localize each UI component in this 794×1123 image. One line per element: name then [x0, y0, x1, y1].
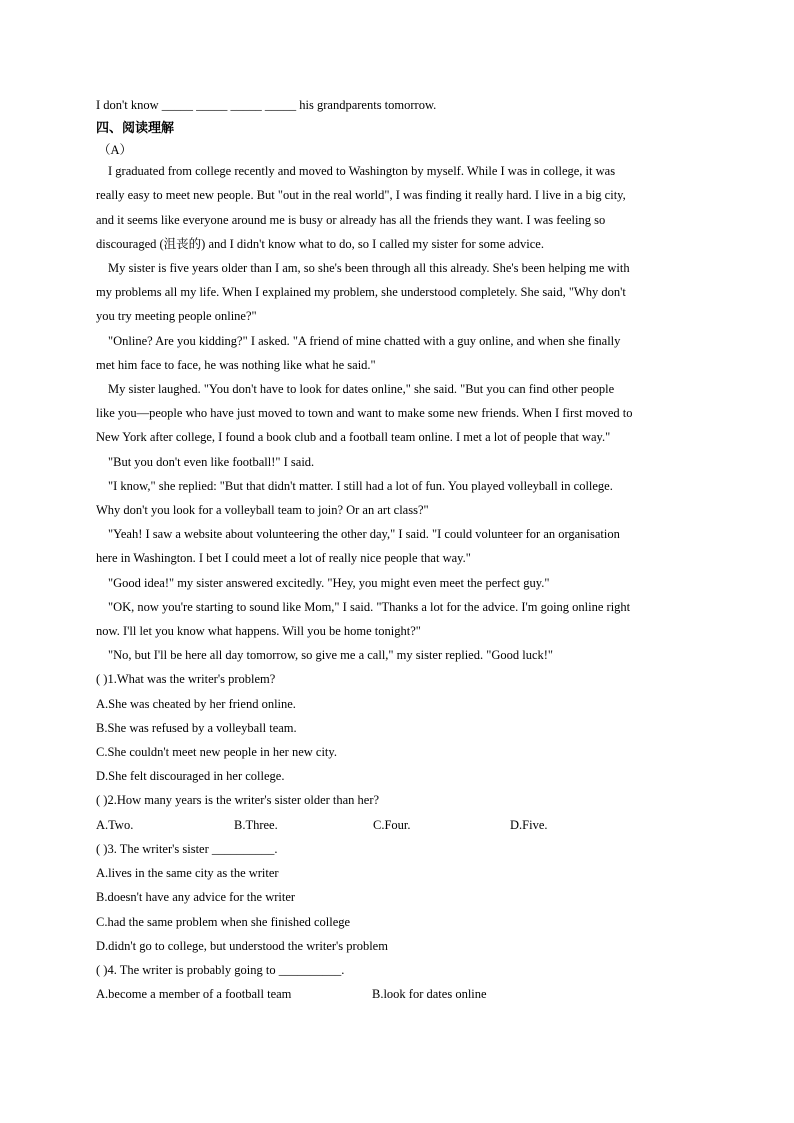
answer-option[interactable]: C.She couldn't meet new people in her new city.: [96, 745, 337, 760]
answer-option[interactable]: D.Five.: [510, 817, 548, 832]
passage-paragraph: [96, 159, 700, 256]
answer-option[interactable]: A.She was cheated by her friend online.: [96, 696, 296, 711]
passage-line: My sister laughed. "You don't have to look for dates online," she said. "But you can find other people: [108, 382, 615, 397]
passage-line: "OK, now you're starting to sound like Mom," I said. "Thanks a lot for the advice. I'm going online right: [108, 599, 631, 614]
question-1: [96, 667, 700, 788]
passage-paragraph: [96, 643, 700, 667]
answer-option[interactable]: A.Two.: [96, 817, 134, 832]
section-title: 四、阅读理解: [96, 121, 175, 137]
answer-option[interactable]: B.doesn't have any advice for the writer: [96, 890, 296, 905]
answer-option[interactable]: A.become a member of a football team: [96, 987, 292, 1002]
answer-option[interactable]: D.She felt discouraged in her college.: [96, 769, 285, 784]
answer-option[interactable]: B.look for dates online: [372, 987, 487, 1002]
question-stem: ( )1.What was the writer's problem?: [96, 672, 276, 687]
passage-line: "No, but I'll be here all day tomorrow, so give me a call," my sister replied. "Good luck!": [108, 648, 554, 663]
passage-paragraph: [96, 256, 700, 329]
reading-passage: [96, 159, 700, 667]
answer-option[interactable]: B.She was refused by a volleyball team.: [96, 720, 297, 735]
answer-option[interactable]: B.Three.: [234, 817, 278, 832]
passage-paragraph: [96, 450, 700, 474]
passage-paragraph: [96, 571, 700, 595]
passage-line: like you—people who have just moved to town and want to make some new friends. When I first moved to: [96, 406, 633, 421]
answer-option[interactable]: C.had the same problem when she finished college: [96, 914, 351, 929]
passage-line: met him face to face, he was nothing like what he said.": [96, 357, 376, 372]
passage-paragraph: [96, 522, 700, 570]
passage-line: really easy to meet new people. But "out in the real world", I was finding it really hard. I live in a big city,: [96, 188, 626, 203]
passage-line: "Online? Are you kidding?" I asked. "A friend of mine chatted with a guy online, and when she finally: [108, 333, 621, 348]
worksheet-page: [96, 93, 700, 1006]
passage-paragraph: [96, 329, 700, 377]
question-4: [96, 958, 700, 1006]
answer-options-row: [96, 982, 700, 1006]
section-subtitle: （A）: [98, 143, 133, 158]
passage-line: "Yeah! I saw a website about volunteering the other day," I said. "I could volunteer for an organisation: [108, 527, 620, 542]
passage-line: discouraged (沮丧的) and I didn't know what to do, so I called my sister for some advice.: [96, 236, 544, 251]
answer-options-row: [96, 813, 700, 837]
passage-paragraph: [96, 377, 700, 450]
question-3: [96, 837, 700, 958]
intro-line: I don't know _____ _____ _____ _____ his grandparents tomorrow.: [96, 98, 437, 112]
passage-line: "But you don't even like football!" I said.: [108, 454, 315, 469]
passage-paragraph: [96, 595, 700, 643]
passage-paragraph: [96, 474, 700, 522]
answer-option[interactable]: A.lives in the same city as the writer: [96, 866, 279, 881]
question-stem: ( )2.How many years is the writer's sister older than her?: [96, 793, 380, 808]
question-stem: ( )4. The writer is probably going to __________.: [96, 962, 345, 977]
passage-line: and it seems like everyone around me is busy or already has all the friends they want. I was feeling so: [96, 212, 606, 227]
passage-line: Why don't you look for a volleyball team to join? Or an art class?": [96, 503, 429, 518]
passage-line: I graduated from college recently and moved to Washington by myself. While I was in college, it was: [108, 164, 616, 179]
passage-line: now. I'll let you know what happens. Will you be home tonight?": [96, 624, 421, 639]
passage-line: here in Washington. I bet I could meet a lot of really nice people that way.": [96, 551, 471, 566]
passage-line: "I know," she replied: "But that didn't matter. I still had a lot of fun. You played volleyball in college.: [108, 478, 613, 493]
answer-option[interactable]: C.Four.: [373, 817, 411, 832]
answer-option[interactable]: D.didn't go to college, but understood the writer's problem: [96, 938, 388, 953]
passage-line: my problems all my life. When I explained my problem, she understood completely. She said, "Why don't: [96, 285, 626, 300]
passage-line: you try meeting people online?": [96, 309, 257, 324]
question-stem: ( )3. The writer's sister __________.: [96, 841, 278, 856]
passage-line: My sister is five years older than I am, so she's been through all this already. She's been helping me with: [108, 261, 630, 276]
passage-line: New York after college, I found a book club and a football team online. I met a lot of people that way.": [96, 430, 611, 445]
passage-line: "Good idea!" my sister answered excitedly. "Hey, you might even meet the perfect guy.": [108, 575, 550, 590]
question-2: [96, 788, 700, 836]
